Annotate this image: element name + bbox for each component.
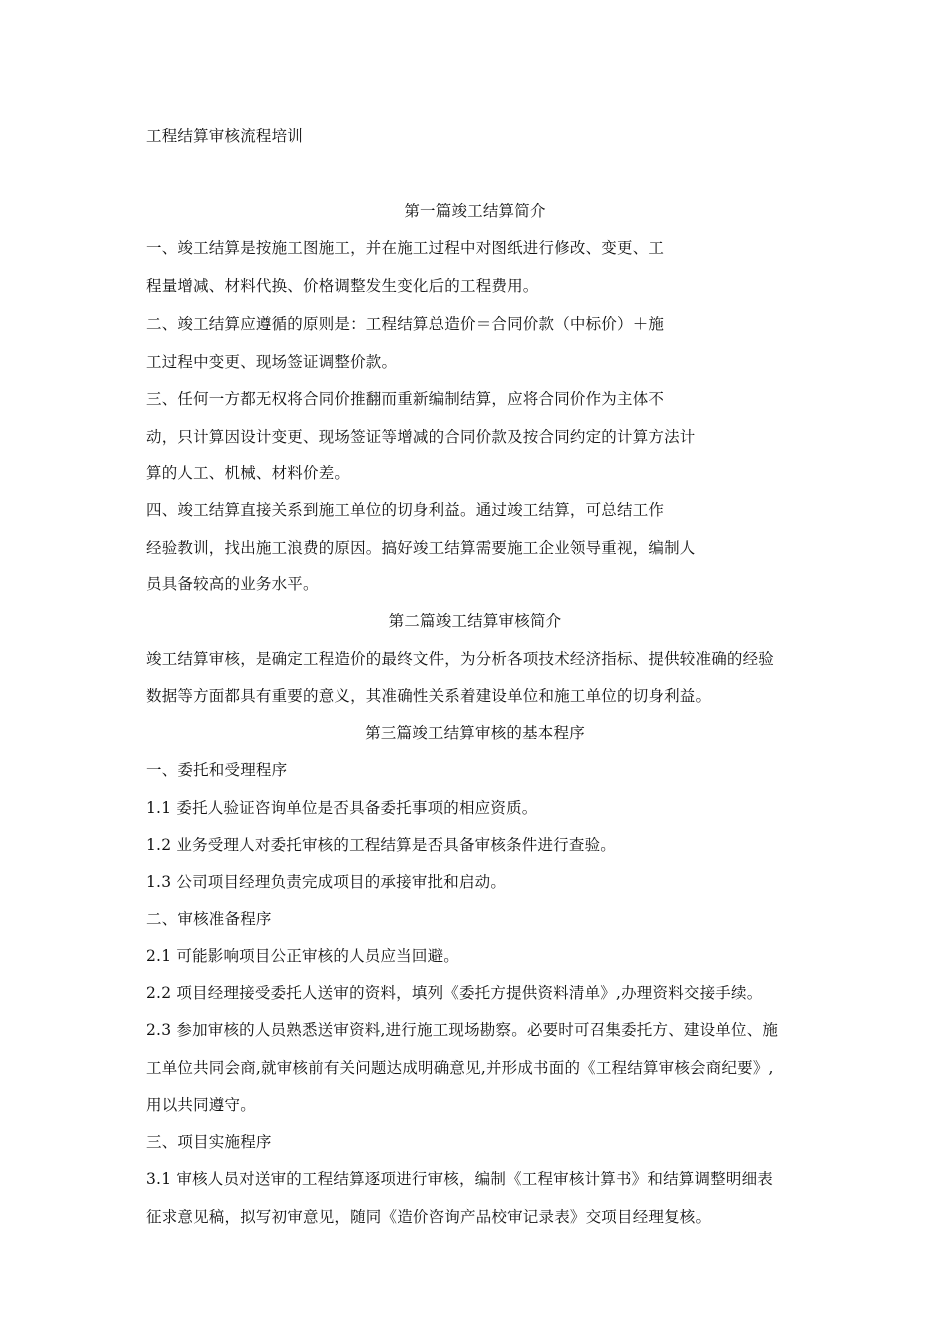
paragraph-line: 二、审核准备程序 xyxy=(146,910,272,928)
paragraph-line: 用以共同遵守。 xyxy=(146,1096,256,1114)
paragraph-line: 2.1 可能影响项目公正审核的人员应当回避。 xyxy=(146,947,459,965)
paragraph-line: 三、项目实施程序 xyxy=(146,1133,272,1151)
document-title: 工程结算审核流程培训 xyxy=(146,127,304,145)
paragraph-line: 一、委托和受理程序 xyxy=(146,761,288,779)
paragraph-line: 2.2 项目经理接受委托人送审的资料，填列《委托方提供资料清单》,办理资料交接手续。 xyxy=(146,984,763,1002)
paragraph-line: 征求意见稿，拟写初审意见，随同《造价咨询产品校审记录表》交项目经理复核。 xyxy=(146,1208,712,1226)
paragraph-line: 四、竣工结算直接关系到施工单位的切身利益。通过竣工结算，可总结工作 xyxy=(146,501,665,519)
paragraph-line: 竣工结算审核，是确定工程造价的最终文件，为分析各项技术经济指标、提供较准确的经验 xyxy=(146,650,775,668)
paragraph-line: 算的人工、机械、材料价差。 xyxy=(146,464,351,482)
paragraph-line: 三、任何一方都无权将合同价推翻而重新编制结算，应将合同价作为主体不 xyxy=(146,390,665,408)
paragraph-line: 3.1 审核人员对送审的工程结算逐项进行审核，编制《工程审核计算书》和结算调整明细表 xyxy=(146,1170,773,1188)
paragraph-line: 二、竣工结算应遵循的原则是：工程结算总造价＝合同价款（中标价）＋施 xyxy=(146,315,665,333)
paragraph-line: 数据等方面都具有重要的意义，其准确性关系着建设单位和施工单位的切身利益。 xyxy=(146,687,712,705)
paragraph-line: 工单位共同会商,就审核前有关问题达成明确意见,并形成书面的《工程结算审核会商纪要》, xyxy=(146,1059,774,1077)
section2-heading: 第二篇竣工结算审核简介 xyxy=(388,612,562,630)
paragraph-line: 动，只计算因设计变更、现场签证等增减的合同价款及按合同约定的计算方法计 xyxy=(146,428,696,446)
section1-heading: 第一篇竣工结算简介 xyxy=(404,202,546,220)
paragraph-line: 一、竣工结算是按施工图施工，并在施工过程中对图纸进行修改、变更、工 xyxy=(146,239,665,257)
section3-heading: 第三篇竣工结算审核的基本程序 xyxy=(365,724,585,742)
paragraph-line: 员具备较高的业务水平。 xyxy=(146,575,319,593)
paragraph-line: 1.3 公司项目经理负责完成项目的承接审批和启动。 xyxy=(146,873,507,891)
paragraph-line: 经验教训，找出施工浪费的原因。搞好竣工结算需要施工企业领导重视，编制人 xyxy=(146,539,696,557)
paragraph-line: 2.3 参加审核的人员熟悉送审资料,进行施工现场勘察。必要时可召集委托方、建设单位、施 xyxy=(146,1021,779,1039)
paragraph-line: 1.2 业务受理人对委托审核的工程结算是否具备审核条件进行查验。 xyxy=(146,836,616,854)
paragraph-line: 工过程中变更、现场签证调整价款。 xyxy=(146,353,398,371)
paragraph-line: 1.1 委托人验证咨询单位是否具备委托事项的相应资质。 xyxy=(146,799,538,817)
paragraph-line: 程量增减、材料代换、价格调整发生变化后的工程费用。 xyxy=(146,277,539,295)
